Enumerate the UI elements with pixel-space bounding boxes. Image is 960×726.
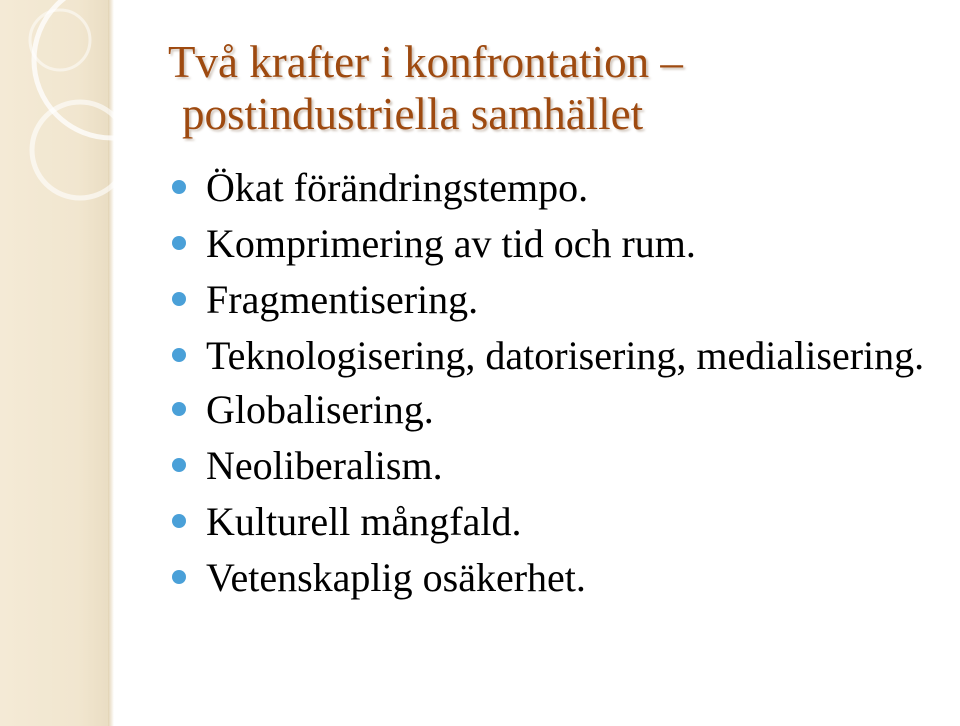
bullet-text: Komprimering av tid och rum.	[206, 221, 696, 266]
bullet-item	[168, 272, 928, 328]
bullet-dot-icon	[172, 458, 186, 472]
bullet-item	[168, 438, 928, 494]
bullet-list	[168, 160, 928, 606]
title-line-1: Två krafter i konfrontation –	[168, 37, 683, 87]
bullet-item	[168, 330, 928, 382]
bullet-item	[168, 216, 928, 272]
bullet-text: Globalisering.	[206, 387, 434, 432]
bullet-item	[168, 494, 928, 550]
bullet-dot-icon	[172, 514, 186, 528]
bullet-text: Kulturell mångfald.	[206, 499, 522, 544]
bullet-dot-icon	[172, 348, 186, 362]
decorative-circles-graphic	[0, 0, 160, 240]
slide-title	[168, 36, 928, 140]
title-line-2: postindustriella samhället	[182, 89, 644, 139]
bullet-item	[168, 160, 928, 216]
bullet-text: Vetenskaplig osäkerhet.	[206, 555, 586, 600]
bullet-text: Neoliberalism.	[206, 443, 443, 488]
bullet-item	[168, 550, 928, 606]
bullet-dot-icon	[172, 236, 186, 250]
bullet-text: Ökat förändringstempo.	[206, 165, 589, 210]
bullet-text: Fragmentisering.	[206, 277, 479, 322]
bullet-dot-icon	[172, 570, 186, 584]
bullet-text: Teknologisering, datorisering, medialisering.	[206, 333, 925, 378]
bullet-dot-icon	[172, 402, 186, 416]
bullet-dot-icon	[172, 180, 186, 194]
bullet-item	[168, 382, 928, 438]
bullet-dot-icon	[172, 292, 186, 306]
